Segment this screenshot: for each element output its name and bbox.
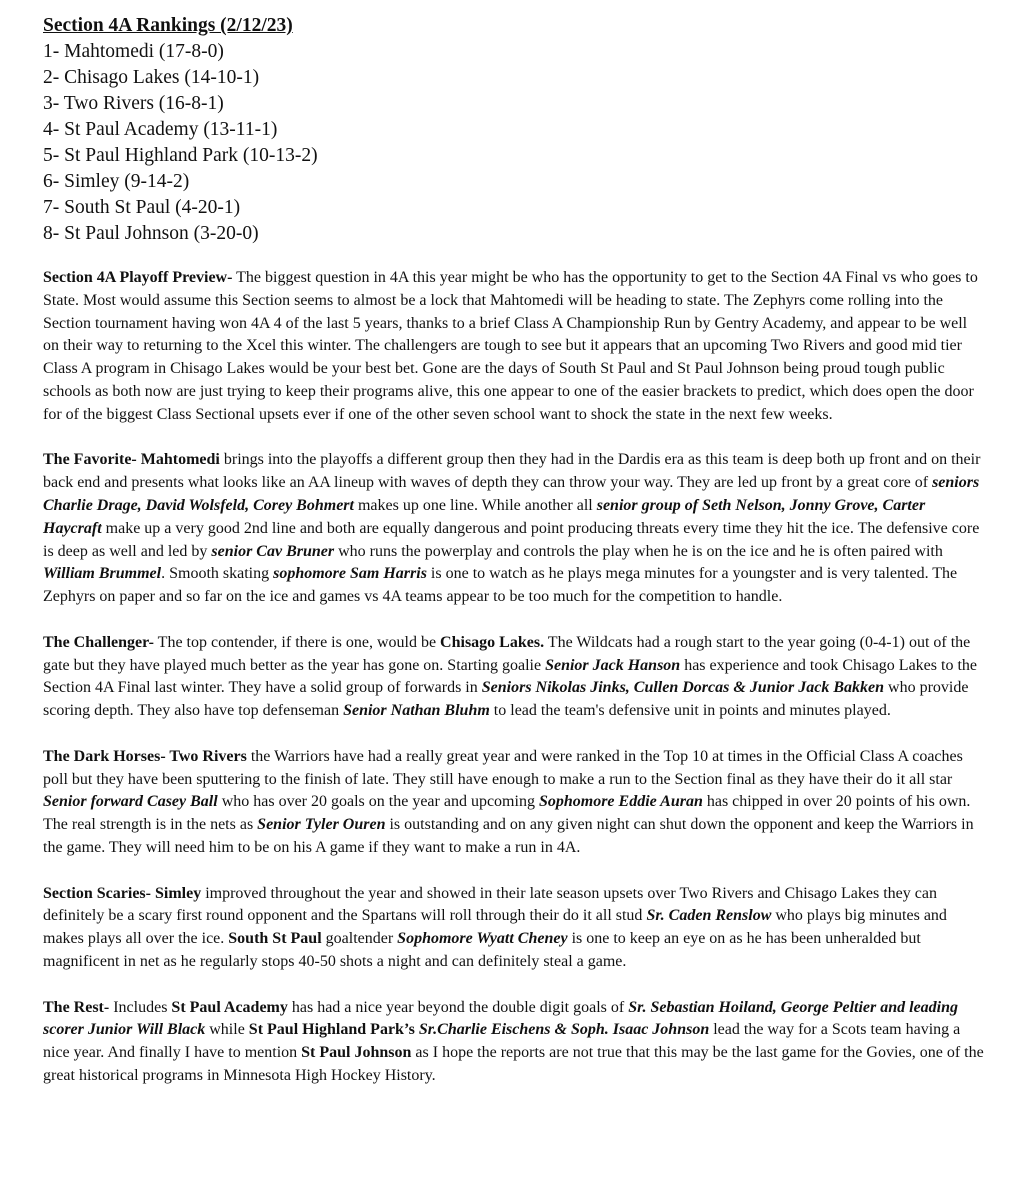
highlighted-text: Sr.Charlie Eischens & Soph. Isaac Johnson: [418, 1021, 710, 1039]
highlighted-text: St Paul Highland Park’s: [248, 1021, 415, 1039]
highlighted-text: St Paul Academy: [171, 998, 288, 1016]
paragraph-text: has had a nice year beyond the double digit goals of: [287, 998, 629, 1016]
highlighted-text: sophomore Sam Harris: [273, 565, 427, 583]
highlighted-text: The Favorite- Mahtomedi: [43, 451, 220, 469]
highlighted-text: William Brummel: [43, 565, 162, 583]
ranking-item: 1- Mahtomedi (17-8-0): [43, 41, 224, 62]
highlighted-text: Sophomore Wyatt Cheney: [397, 930, 568, 948]
highlighted-text: The Dark Horses- Two Rivers: [43, 747, 247, 765]
rankings-title: Section 4A Rankings (2/12/23): [43, 15, 293, 36]
paragraph-text: makes up one line. While another all: [353, 496, 597, 514]
highlighted-text: senior group of Seth Nelson, Jonny Grove, Carter Haycraft: [43, 496, 926, 537]
ranking-item: 5- St Paul Highland Park (10-13-2): [43, 145, 318, 166]
paragraph-text: lead the way for a Scots team having a nice year. And finally I have to mention: [43, 1021, 961, 1062]
paragraph-text: goaltender: [321, 930, 398, 948]
paragraph-text: The Wildcats had a rough start to the year going (0-4-1) out of the gate but they have played much better as the year has gone on. Starting goalie: [43, 633, 971, 674]
ranking-item: 6- Simley (9-14-2): [43, 171, 190, 192]
highlighted-text: Senior Jack Hanson: [545, 656, 681, 674]
highlighted-text: Section Scaries- Simley: [43, 884, 202, 902]
paragraph-text: improved throughout the year and showed in their late season upsets over Two Rivers and Chisago Lakes they can definitely be a scary first round opponent and the Spartans will roll through their do it all stud: [43, 884, 937, 925]
paragraph-text: as I hope the reports are not true that this may be the last game for the Govies, one of the great historical programs in Minnesota High Hockey History.: [43, 1044, 984, 1084]
article-body: [43, 267, 982, 1088]
paragraph-text: is outstanding and on any given night can shut down the opponent and keep the Warriors in the game. They will need him to be on his A game if they want to make a run in 4A.: [43, 816, 974, 856]
highlighted-text: Sophomore Eddie Auran: [538, 793, 703, 811]
ranking-item: 2- Chisago Lakes (14-10-1): [43, 67, 260, 88]
highlighted-text: Senior Tyler Ouren: [257, 816, 386, 834]
highlighted-text: Senior forward Casey Ball: [43, 793, 218, 811]
paragraph-the-rest: [43, 997, 984, 1088]
paragraph-text: . Smooth skating: [161, 565, 274, 583]
paragraph-text: to lead the team's defensive unit in points and minutes played.: [489, 702, 891, 720]
highlighted-text: Section 4A Playoff Preview-: [43, 269, 233, 286]
paragraph-text: has experience and took Chisago Lakes to the Section 4A Final last winter. They have a solid group of forwards in: [43, 656, 977, 697]
highlighted-text: Chisago Lakes.: [440, 633, 545, 651]
highlighted-text: South St Paul: [228, 930, 322, 948]
highlighted-text: seniors Charlie Drage, David Wolsfeld, Corey Bohmert: [43, 474, 980, 514]
highlighted-text: senior Cav Bruner: [211, 542, 335, 560]
highlighted-text: The Rest-: [43, 998, 110, 1016]
ranking-item: 4- St Paul Academy (13-11-1): [43, 119, 278, 140]
highlighted-text: St Paul Johnson: [301, 1044, 412, 1062]
highlighted-text: Sr. Caden Renslow: [646, 907, 772, 925]
paragraph-text: Includes: [109, 998, 172, 1016]
rankings-list: [43, 39, 982, 247]
paragraph-text: make up a very good 2nd line and both are equally dangerous and point producing threats every time they hit the ice. The defensive core is deep as well and led by: [43, 519, 980, 560]
highlighted-text: Seniors Nikolas Jinks, Cullen Dorcas & Junior Jack Bakken: [481, 679, 885, 697]
paragraph-dark-horses: [43, 746, 984, 860]
paragraph-text: who plays big minutes and makes plays all over the ice.: [43, 907, 947, 948]
paragraph-playoff-preview: [43, 267, 984, 427]
ranking-item: 3- Two Rivers (16-8-1): [43, 93, 224, 114]
paragraph-text: brings into the playoffs a different group then they had in the Dardis era as this team is deep both up front and on their back end and presents what looks like an AA lineup with waves of depth they can throw your way. They are led up front by a great core of: [43, 451, 981, 492]
paragraph-text: the Warriors have had a really great year and were ranked in the Top 10 at times in the Official Class A coaches poll but they have been sputtering to the finish of late. They still have enough to make a run to the Section final as they have their do it all star: [43, 747, 963, 788]
ranking-item: 8- St Paul Johnson (3-20-0): [43, 223, 259, 244]
paragraph-text: who has over 20 goals on the year and upcoming: [217, 793, 539, 811]
highlighted-text: Sr. Sebastian Hoiland, George Peltier and leading scorer Junior Will Black: [43, 998, 959, 1039]
paragraph-text: The biggest question in 4A this year might be who has the opportunity to get to the Section 4A Final vs who goes to State. Most would assume this Section seems to almost be a lock that Mahtomedi will be heading to state. The Zephyrs come rolling into the Section tournament having won 4A 4 of the last 5 years, thanks to a brief Class A Championship Run by Gentry Academy, and appear to be well on their way to returning to the Xcel this winter. The challengers are tough to see but it appears that an upcoming Two Rivers and good mid tier Class A program in Chisago Lakes would be your best bet. Gone are the days of South St Paul and St Paul Johnson being proud tough public schools as both now are just trying to keep their programs alive, this one appear to one of the easier brackets to predict, which does open the door for of the biggest Class Sectional upsets ever if one of the other seven school want to shock the state in the next few weeks.: [43, 269, 978, 423]
paragraph-text: is one to keep an eye on as he has been unheralded but magnificent in net as he regularly stops 40-50 shots a night and can definitely steal a game.: [43, 930, 921, 970]
ranking-item: 7- South St Paul (4-20-1): [43, 197, 241, 218]
paragraph-section-scaries: [43, 883, 984, 974]
paragraph-text: who runs the powerplay and controls the play when he is on the ice and he is often paired with: [334, 542, 943, 560]
highlighted-text: Senior Nathan Bluhm: [343, 702, 490, 720]
paragraph-text: is one to watch as he plays mega minutes for a youngster and is very talented. The Zephyrs on paper and so far on the ice and games vs 4A teams appear to be too much for the competition to handle.: [43, 565, 958, 606]
paragraph-the-favorite: [43, 449, 984, 609]
paragraph-text: who provide scoring depth. They also have top defenseman: [43, 679, 969, 720]
paragraph-the-challenger: [43, 632, 984, 723]
paragraph-text: while: [205, 1021, 249, 1039]
paragraph-text: The top contender, if there is one, would be: [153, 633, 441, 651]
paragraph-text: has chipped in over 20 points of his own. The real strength is in the nets as: [43, 793, 971, 834]
highlighted-text: The Challenger-: [43, 633, 154, 651]
